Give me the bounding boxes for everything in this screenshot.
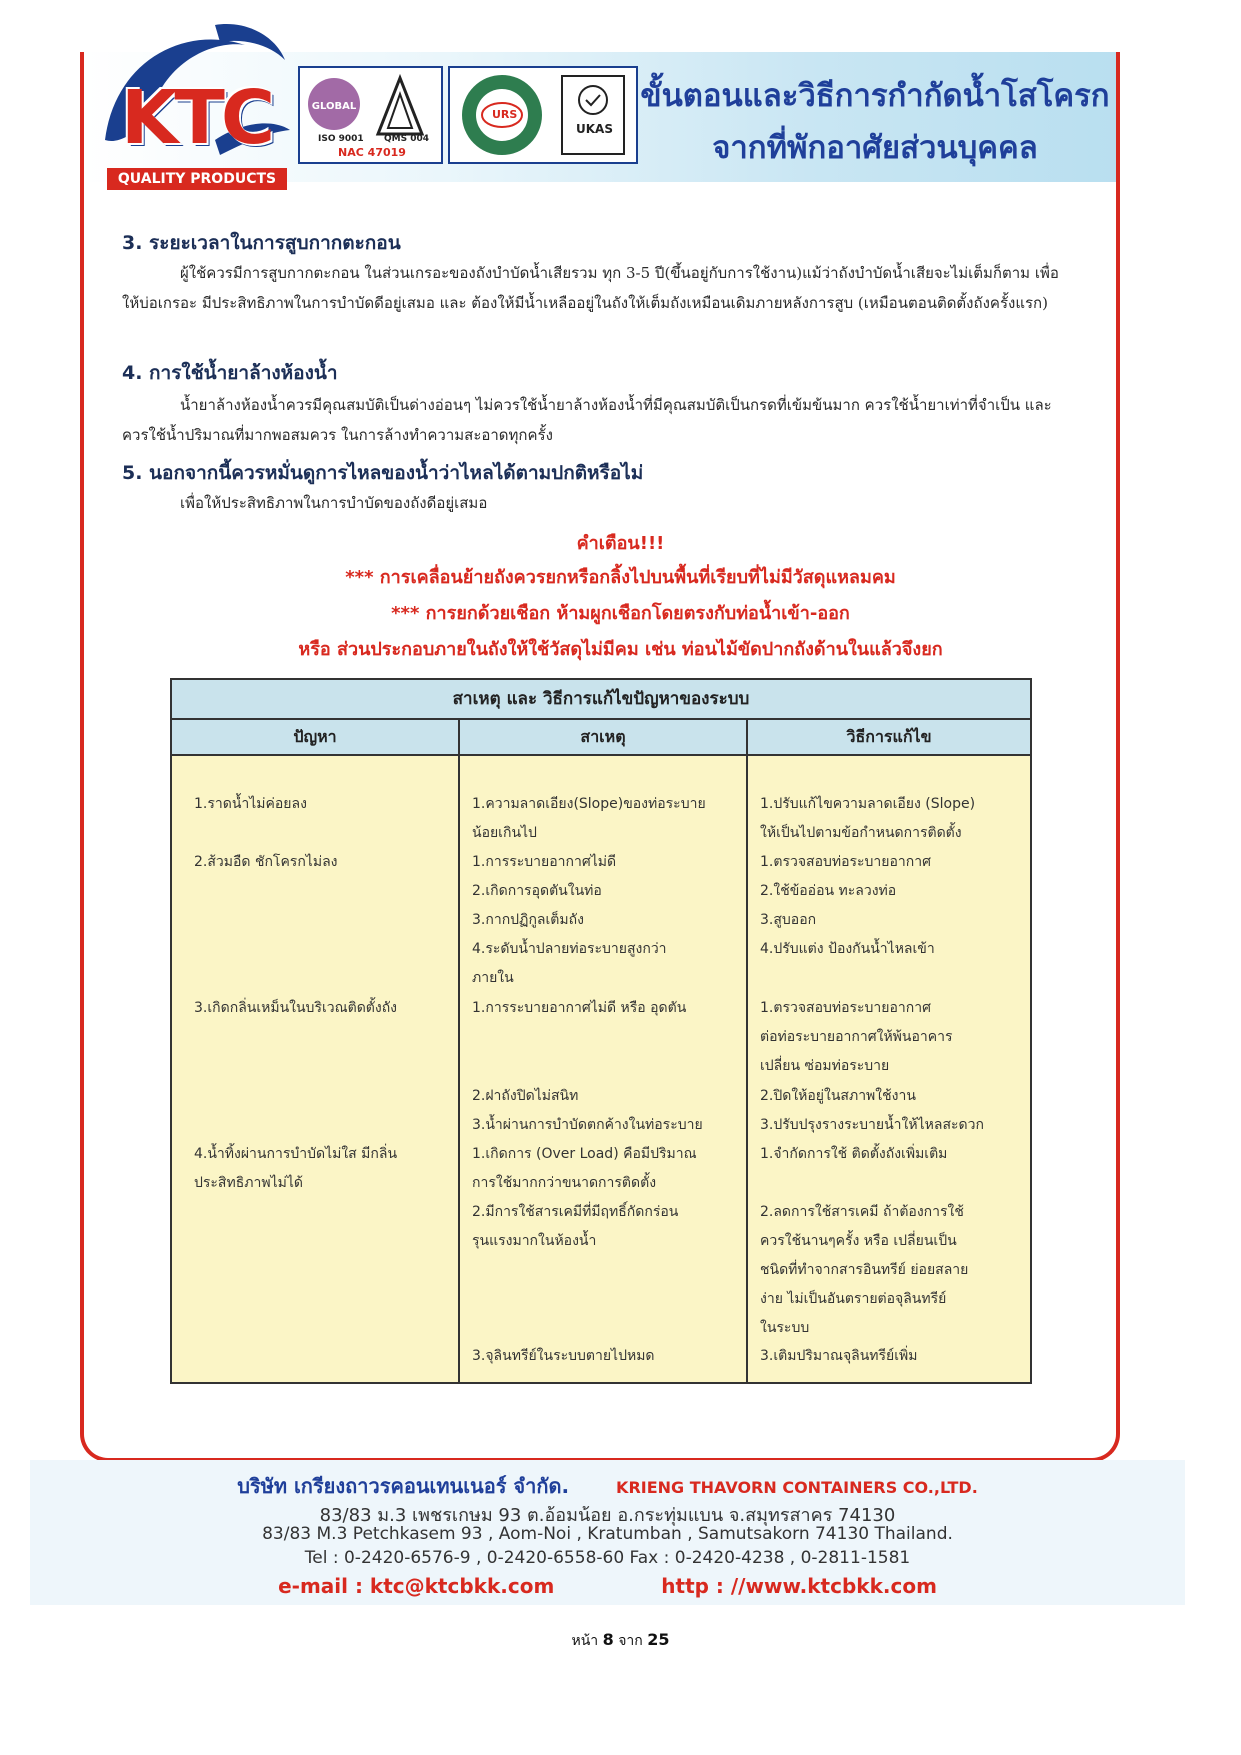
section-text-3: ผู้ใช้ควรมีการสูบกากตะกอน ในส่วนเกรอะของถังบำบัดน้ำเสียรวม ทุก 3-5 ปี(ขึ้นอยู่กับการใช้งาน)แม้ว่าถังบำบัดน้ำเสียจะไม่เต็มก็ตาม เพื่อให้บ่อเกรอะ มีประสิทธิภาพในการบำบัดดีอยู่เสมอ และ ต้องให้มีน้ำเหลืออยู่ในถังให้เต็มถังเหมือนเดิมภายหลังการสูบ (เหมือนตอนติดตั้งถังครั้งแรก)	[122, 264, 1059, 312]
footer-phone: Tel : 0-2420-6576-9 , 0-2420-6558-60 Fax : 0-2420-4238 , 0-2811-1581	[304, 1548, 911, 1568]
title-line-2: จากที่พักอาศัยส่วนบุคคล	[712, 130, 1038, 166]
column-divider	[746, 720, 748, 1382]
cause-cell: 1.เกิดการ (Over Load) คือมีปริมาณ การใช้มากกว่าขนาดการติดตั้ง 2.มีการใช้สารเคมีที่มีฤทธิ์กัดกร่อน รุนแรงมากในห้องน้ำ	[472, 1146, 697, 1249]
company-name-en: KRIENG THAVORN CONTAINERS CO.,LTD.	[616, 1478, 978, 1497]
column-divider	[458, 720, 460, 1382]
page-middle: จาก	[618, 1633, 643, 1649]
nac-caption: NAC 47019	[338, 146, 406, 159]
solution-cell: 2.ลดการใช้สารเคมี ถ้าต้องการใช้ ควรใช้นานๆครั้ง หรือ เปลี่ยนเป็น ชนิดที่ทำจากสารอินทรีย์ ย่อยสลาย ง่าย ไม่เป็นอันตรายต่อจุลินทรีย์ ในระบบ	[760, 1204, 969, 1336]
cause-cell: 1.การระบายอากาศไม่ดี 2.เกิดการอุดตันในท่อ 3.กากปฏิกูลเต็มถัง 4.ระดับน้ำปลายท่อระบายสูงกว่า ภายใน	[472, 854, 667, 986]
cause-cell: 2.ฝาถังปิดไม่สนิท 3.น้ำผ่านการบำบัดตกค้างในท่อระบาย	[472, 1088, 703, 1133]
section-heading-4: 4. การใช้น้ำยาล้างห้องน้ำ	[122, 362, 338, 384]
warning-line-3: หรือ ส่วนประกอบภายในถังให้ใช้วัสดุไม่มีคม เช่น ท่อนไม้ขัดปากถังด้านในแล้วจึงยก	[298, 639, 943, 660]
logo-tagline: QUALITY PRODUCTS	[107, 168, 287, 190]
problem-cell: 1.ราดน้ำไม่ค่อยลง	[194, 796, 307, 812]
section-heading-5: 5. นอกจากนี้ควรหมั่นดูการไหลของน้ำว่าไหลได้ตามปกติหรือไม่	[122, 462, 644, 484]
logo-text: KTC	[121, 75, 272, 161]
global-iso-icon	[300, 72, 441, 142]
certification-badge-nac	[298, 66, 443, 164]
section-text-5: เพื่อให้ประสิทธิภาพในการบำบัดของถังดีอยู่เสมอ	[180, 494, 488, 512]
page-title	[640, 70, 1110, 174]
cause-cell: 3.จุลินทรีย์ในระบบตายไปหมด	[472, 1348, 655, 1364]
footer-company	[30, 1470, 1185, 1502]
table-title: สาเหตุ และ วิธีการแก้ไขปัญหาของระบบ	[172, 680, 1030, 720]
svg-text:GLOBAL: GLOBAL	[311, 101, 357, 112]
column-header-cause: สาเหตุ	[460, 720, 746, 756]
footer-website[interactable]: http : //www.ktcbkk.com	[661, 1574, 937, 1598]
page-number	[0, 1630, 1241, 1652]
page-total: 25	[647, 1630, 670, 1649]
section-heading-3: 3. ระยะเวลาในการสูบกากตะกอน	[122, 232, 401, 254]
solution-cell: 3.เติมปริมาณจุลินทรีย์เพิ่ม	[760, 1348, 918, 1364]
urs-ukas-icon	[450, 68, 636, 162]
solution-cell: 1.ตรวจสอบท่อระบายอากาศ 2.ใช้ข้ออ่อน ทะลวงท่อ 3.สูบออก 4.ปรับแต่ง ป้องกันน้ำไหลเข้า	[760, 854, 935, 957]
solution-cell: 2.ปิดให้อยู่ในสภาพใช้งาน 3.ปรับปรุงรางระบายน้ำให้ไหลสะดวก	[760, 1088, 984, 1133]
warning-line-1: *** การเคลื่อนย้ายถังควรยกหรือกลิ้งไปบนพื้นที่เรียบที่ไม่มีวัสดุแหลมคม	[345, 567, 896, 588]
column-header-solution: วิธีการแก้ไข	[748, 720, 1030, 756]
company-name-th: บริษัท เกรียงถาวรคอนเทนเนอร์ จำกัด.	[237, 1474, 570, 1498]
iso-caption: ISO 9001	[318, 134, 364, 144]
solution-cell: 1.ปรับแก้ไขความลาดเอียง (Slope) ให้เป็นไปตามข้อกำหนดการติดตั้ง	[760, 796, 976, 841]
title-line-1: ขั้นตอนและวิธีการกำกัดน้ำโสโครก	[640, 78, 1110, 114]
section-text-4: น้ำยาล้างห้องน้ำควรมีคุณสมบัติเป็นด่างอ่อนๆ ไม่ควรใช้น้ำยาล้างห้องน้ำที่มีคุณสมบัติเป็นกรดที่เข้มข้นมาก ควรใช้น้ำยาเท่าที่จำเป็น และ ควรใช้น้ำปริมาณที่มากพอสมควร ในการล้างทำความสะอาดทุกครั้ง	[122, 396, 1052, 444]
cause-cell: 1.การระบายอากาศไม่ดี หรือ อุดตัน	[472, 1000, 687, 1016]
troubleshooting-table	[170, 678, 1032, 1384]
ukas-caption: UKAS	[576, 122, 613, 136]
footer-contact	[30, 1574, 1185, 1598]
footer-email[interactable]: e-mail : ktc@ktcbkk.com	[278, 1574, 555, 1598]
column-header-problem: ปัญหา	[172, 720, 458, 756]
footer-address-th: 83/83 ม.3 เพชรเกษม 93 ต.อ้อมน้อย อ.กระทุ่มแบน จ.สมุทรสาคร 74130	[319, 1505, 896, 1526]
urs-caption: URS	[492, 108, 518, 121]
qms-caption: QMS 004	[384, 134, 430, 144]
solution-cell: 1.ตรวจสอบท่อระบายอากาศ ต่อท่อระบายอากาศให้พ้นอาคาร เปลี่ยน ซ่อมท่อระบาย	[760, 1000, 953, 1074]
cause-cell: 1.ความลาดเอียง(Slope)ของท่อระบาย น้อยเกินไป	[472, 796, 706, 841]
solution-cell: 1.จำกัดการใช้ ติดตั้งถังเพิ่มเติม	[760, 1146, 948, 1162]
warning-title: คำเตือน!!!	[576, 533, 665, 554]
problem-cell: 2.ส้วมอืด ชักโครกไม่ลง	[194, 854, 338, 870]
footer-address-en: 83/83 M.3 Petchkasem 93 , Aom-Noi , Kratumban , Samutsakorn 74130 Thailand.	[262, 1524, 953, 1544]
page-current: 8	[602, 1630, 614, 1649]
page-prefix: หน้า	[571, 1633, 599, 1649]
certification-badge-urs	[448, 66, 638, 164]
problem-cell: 3.เกิดกลิ่นเหม็นในบริเวณติดตั้งถัง	[194, 1000, 398, 1016]
problem-cell: 4.น้ำทิ้งผ่านการบำบัดไม่ใส มีกลิ่น ประสิทธิภาพไม่ได้	[194, 1146, 398, 1191]
warning-line-2: *** การยกด้วยเชือก ห้ามผูกเชือกโดยตรงกับท่อน้ำเข้า-ออก	[391, 603, 850, 624]
ktc-logo	[95, 20, 291, 190]
